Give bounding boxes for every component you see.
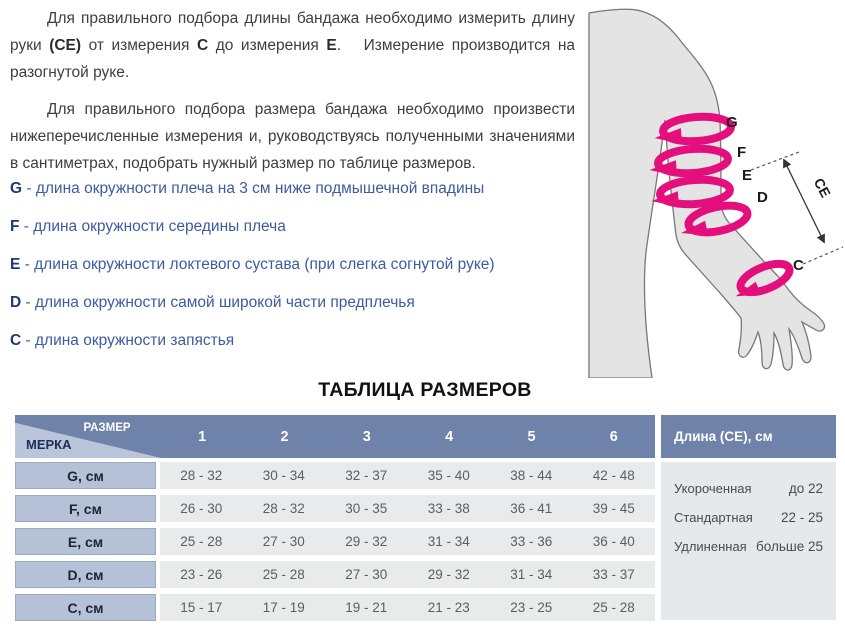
p1-text: Для правильного подбора длины бандажа необходимо измерить длину руки bbox=[10, 10, 575, 54]
cell: 28 - 32 bbox=[180, 468, 223, 483]
cell: 28 - 32 bbox=[262, 501, 305, 516]
length-panel-body bbox=[661, 462, 836, 620]
cell: 39 - 45 bbox=[592, 501, 635, 516]
measure-text: - длина окружности плеча на 3 см ниже подмышечной впадины bbox=[26, 180, 485, 197]
row-label: D, см bbox=[15, 561, 156, 588]
row-label: E, см bbox=[15, 528, 156, 555]
intro-paragraph-2: Для правильного подбора размера бандажа необходимо произвести нижеперечисленные измерения и, руководствуясь полученными значениями в сантиметрах, подобрать нужный размер по таблице размеров. bbox=[10, 101, 575, 172]
intro-text bbox=[10, 5, 575, 187]
cell: 19 - 21 bbox=[345, 600, 388, 615]
measure-text: - длина окружности локтевого сустава (при слегка согнутой руке) bbox=[24, 256, 495, 273]
p1-bold-e: E bbox=[326, 37, 337, 54]
length-row-standard bbox=[661, 503, 836, 532]
cell: 42 - 48 bbox=[592, 468, 635, 483]
p1-text: до измерения bbox=[215, 37, 319, 54]
p1-bold-c: C bbox=[196, 37, 209, 54]
length-panel-header: Длина (CE), см bbox=[661, 415, 836, 458]
length-name: Удлиненная bbox=[674, 539, 747, 554]
cell: 30 - 34 bbox=[262, 468, 305, 483]
row-values bbox=[160, 495, 655, 522]
row-label: G, см bbox=[15, 462, 156, 489]
table-row-g bbox=[15, 462, 655, 489]
table-row-e bbox=[15, 528, 655, 555]
cell: 26 - 30 bbox=[180, 501, 223, 516]
measure-item-e bbox=[10, 253, 575, 276]
row-values bbox=[160, 528, 655, 555]
measure-text: - длина окружности самой широкой части предплечья bbox=[25, 294, 415, 311]
cell: 33 - 38 bbox=[427, 501, 470, 516]
cell: 25 - 28 bbox=[180, 534, 223, 549]
measure-key: D bbox=[10, 294, 22, 311]
figure-label-g: G bbox=[726, 114, 738, 131]
row-label: C, см bbox=[15, 594, 156, 621]
column-header-4: 4 bbox=[445, 428, 454, 445]
cell: 23 - 26 bbox=[180, 567, 223, 582]
figure-label-c: C bbox=[793, 257, 804, 274]
column-header-2: 2 bbox=[280, 428, 289, 445]
cell: 32 - 37 bbox=[345, 468, 388, 483]
column-header-3: 3 bbox=[362, 428, 371, 445]
cell: 29 - 32 bbox=[345, 534, 388, 549]
cell: 27 - 30 bbox=[262, 534, 305, 549]
cell: 33 - 37 bbox=[592, 567, 635, 582]
ce-double-arrow bbox=[784, 160, 824, 242]
body-silhouette bbox=[589, 9, 824, 378]
cell: 15 - 17 bbox=[180, 600, 223, 615]
size-table-body bbox=[15, 462, 655, 627]
column-header-6: 6 bbox=[609, 428, 618, 445]
measure-text: - длина окружности середины плеча bbox=[23, 218, 286, 235]
measure-key: F bbox=[10, 218, 20, 235]
corner-label-size: РАЗМЕР bbox=[83, 422, 131, 434]
row-label: F, см bbox=[15, 495, 156, 522]
cell: 30 - 35 bbox=[345, 501, 388, 516]
length-value: 22 - 25 bbox=[780, 510, 823, 525]
measure-item-d bbox=[10, 291, 575, 314]
p1-text: . Измерение производится на разогнутой руке. bbox=[10, 37, 575, 81]
measure-item-c bbox=[10, 329, 575, 352]
p1-text: от измерения bbox=[88, 37, 190, 54]
measure-key: E bbox=[10, 256, 21, 273]
table-row-f bbox=[15, 495, 655, 522]
measure-key: G bbox=[10, 180, 23, 197]
table-row-d bbox=[15, 561, 655, 588]
ce-dashed-line-top bbox=[751, 152, 799, 170]
column-header-1: 1 bbox=[198, 428, 207, 445]
length-name: Укороченная bbox=[674, 481, 752, 496]
cell: 25 - 28 bbox=[592, 600, 635, 615]
figure-label-d: D bbox=[757, 189, 768, 206]
cell: 25 - 28 bbox=[262, 567, 305, 582]
corner-cell bbox=[15, 415, 161, 458]
row-values bbox=[160, 594, 655, 621]
measure-item-g bbox=[10, 177, 575, 200]
cell: 17 - 19 bbox=[262, 600, 305, 615]
size-table-title: ТАБЛИЦА РАЗМЕРОВ bbox=[318, 379, 532, 401]
cell: 31 - 34 bbox=[510, 567, 553, 582]
size-table-header bbox=[15, 415, 655, 458]
row-values bbox=[160, 561, 655, 588]
column-header-5: 5 bbox=[527, 428, 536, 445]
measure-list bbox=[10, 177, 575, 367]
cell: 27 - 30 bbox=[345, 567, 388, 582]
length-row-short bbox=[661, 474, 836, 503]
arm-measurement-illustration bbox=[575, 0, 845, 378]
table-row-c bbox=[15, 594, 655, 621]
cell: 21 - 23 bbox=[427, 600, 470, 615]
ce-dashed-line-bottom bbox=[803, 247, 843, 264]
measure-key: C bbox=[10, 332, 22, 349]
figure-label-ce: CE bbox=[810, 175, 835, 200]
length-row-long bbox=[661, 532, 836, 561]
corner-label-measure: МЕРКА bbox=[26, 437, 72, 452]
cell: 33 - 36 bbox=[510, 534, 553, 549]
cell: 38 - 44 bbox=[510, 468, 553, 483]
figure-label-e: E bbox=[742, 167, 753, 184]
length-value: до 22 bbox=[788, 481, 823, 496]
cell: 29 - 32 bbox=[427, 567, 470, 582]
cell: 36 - 40 bbox=[592, 534, 635, 549]
intro-paragraph-1 bbox=[10, 5, 575, 86]
measure-text: - длина окружности запястья bbox=[25, 332, 235, 349]
length-name: Стандартная bbox=[674, 510, 753, 525]
row-values bbox=[160, 462, 655, 489]
figure-label-f: F bbox=[737, 144, 747, 161]
cell: 31 - 34 bbox=[427, 534, 470, 549]
cell: 23 - 25 bbox=[510, 600, 553, 615]
length-value: больше 25 bbox=[756, 539, 823, 554]
cell: 35 - 40 bbox=[427, 468, 470, 483]
measure-item-f bbox=[10, 215, 575, 238]
p1-bold-ce: (CE) bbox=[49, 37, 82, 54]
cell: 36 - 41 bbox=[510, 501, 553, 516]
